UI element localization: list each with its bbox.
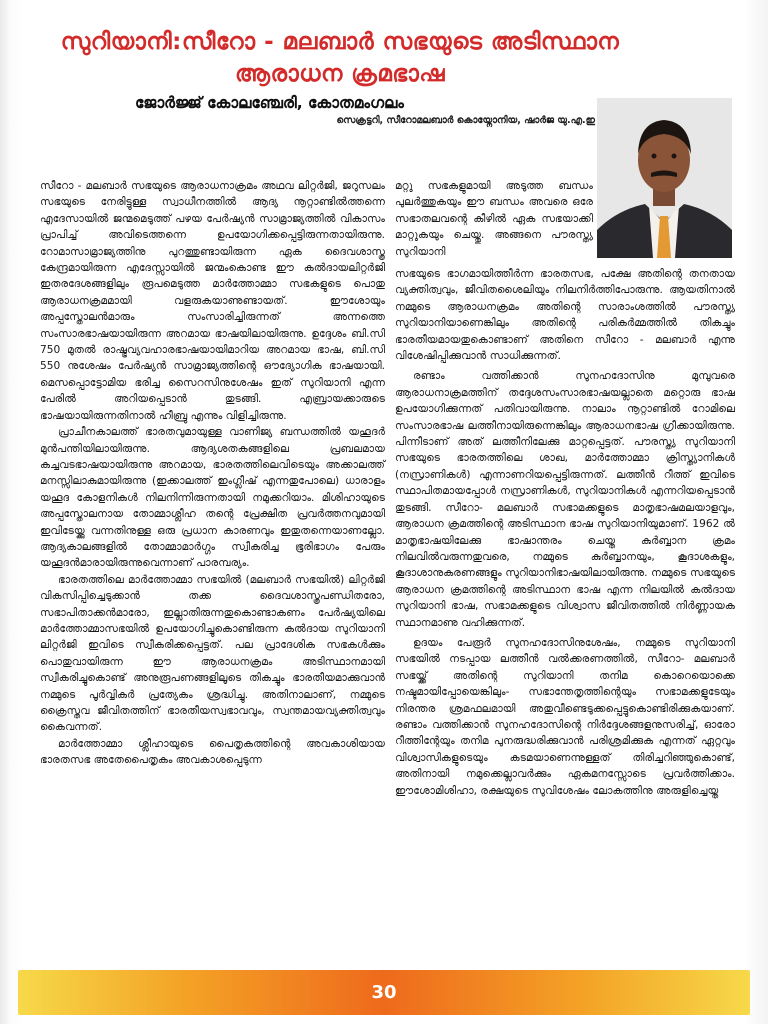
paragraph: ഉദയം പേരൂർ സുനഹദോസിനുശേഷം, നമ്മുടെ സുറിയാനി സഭയിൽ നടപ്പായ ലത്തീൻ വൽക്കരണത്തിൽ, സീറോ- മലബാർ സഭയ്ക്ക് അതിന്റെ സുറിയാനി തനിമ കൊറെയൊക്കെ നഷ്ടമായിപ്പോയെങ്കിലും- സഭാന്തേതൃത്തിന്റെയും സഭാമക്കളുടേയും നിരന്തര ശ്രമഫലമായി അതുവീണ്ടെടുക്കപ്പെട്ടുകൊണ്ടിരിക്കുകയാണ്. രണ്ടാം വത്തിക്കാൻ സുനഹദോസിന്റെ നിർദ്ദേശങ്ങളനുസരിച്ച്, ഓരോ റീത്തിന്റേയും തനിമ പുനരുദ്ധരിക്കുവാൻ പരിശ്രമിക്കുക എന്നത് ഏറ്റവും വിശ്വാസികളുടെയും കടമയാണെന്നുള്ളത് തിരിച്ചറിഞ്ഞുകൊണ്ട്, അതിനായി നമുക്കെല്ലാവർക്കും ഏകമനസ്സോടെ പ്രവർത്തിക്കാം. ഈശോമിശിഹാ, രക്ഷയുടെ സുവിശേഷം ലോകത്തിനു അരുളിച്ചെയ്ത — [395, 636, 735, 797]
article-body-middle-column — [395, 178, 593, 260]
page-number: 30 — [371, 982, 397, 1003]
author-photo — [597, 98, 732, 258]
author-portrait-image — [597, 98, 732, 258]
paragraph: സഭയുടെ ഭാഗമായിത്തീർന്ന ഭാരതസഭ, പക്ഷേ അതിന്റെ തനതായ വ്യക്തിത്വവും, ജീവിതശൈലിയും നിലനിർത്തിപോരുന്നു. ആയതിനാൽ നമ്മുടെ ആരാധനക്രമം അതിന്റെ സാരാംശത്തിൽ പൗരസ്ത്യ സുറിയാനിയാണെങ്കിലും അതിന്റെ പരികർമ്മത്തിൽ തികച്ചും ഭാരതീയമായതുകൊണ്ടാണ് അതിനെ സീറോ - മലബാർ എന്നു വിശേഷിപ്പിക്കുവാൻ സാധിക്കുന്നത്. — [395, 268, 735, 363]
paragraph: ഭാരതത്തിലെ മാർത്തോമ്മാ സഭയിൽ (മലബാർ സഭയിൽ) ലിറ്റർജി വികസിപ്പിച്ചെടുക്കാൻ തക്ക ദൈവശാസ്ത്രപണ്ഡിതരോ, സഭാപിതാക്കൻമാരോ, ഇല്ലാതിരുന്നതുകൊണ്ടാകണം പേർഷ്യയിലെ മാർത്തോമ്മാസഭയിൽ ഉപയോഗിച്ചുകൊണ്ടിരുന്ന കൽദായ സുറിയാനി ലിറ്റർജി ഇവിടെ സ്വീകരിക്കപ്പെട്ടത്. പല പ്രാദേശിക സഭകൾക്കും പൊതുവായിരുന്ന ഈ ആരാധനക്രമം അടിസ്ഥാനമായി സ്വീകരിച്ചുകൊണ്ട് അനുരൂപണങ്ങളിലൂടെ തികച്ചും ഭാരതീയമാക്കുവാൻ നമ്മുടെ പൂർവ്വികർ പ്രത്യേകം ശ്രദ്ധിച്ചു. അതിനാലാണ്, നമ്മുടെ ക്രൈസ്തവ ജീവിതത്തിന് ഭാരതീയസ്വഭാവവും, സ്വന്തമായവ്യക്തിത്വവും കൈവന്നത്. — [40, 573, 385, 734]
article-body-right-column — [395, 262, 735, 799]
article-title: സുറിയാനി:സീറോ - മലബാർ സഭയുടെ അടിസ്ഥാന ആരാധന ക്രമഭാഷ — [60, 29, 620, 87]
author-name: ജോർജ്ജ് കോലഞ്ചേരി, കോതമംഗലം — [135, 94, 404, 112]
paragraph: രണ്ടാം വത്തിക്കാൻ സുനഹദോസിനു മുമ്പുവരെ ആരാധനാക്രമത്തിന് തദ്ദേശസംസാരഭാഷയല്ലാതെ മറ്റൊരു ഭാഷ ഉപയോഗിക്കുന്നത് പതിവായിരുന്നു. നാലാം നൂറ്റാണ്ടിൽ റോമിലെ സംസാരഭാഷ ലത്തീനായിരുന്നെങ്കിലും ആരാധനഭാഷ ഗ്രീക്കായിരുന്നു. പിന്നീടാണ് അത് ലത്തീനിലേക്കു മാറ്റപ്പെട്ടത്. പൗരസ്ത്യ സുറിയാനി സഭയുടെ ഭാരതത്തിലെ ശാഖ, മാർത്തോമ്മാ ക്രിസ്ത്യാനികൾ (നസ്രാണികൾ) എന്നാണറിയപ്പെട്ടിരുന്നത്. ലത്തീൻ റീത്ത് ഇവിടെ സ്ഥാപിതമായപ്പോൾ നസ്രാണികൾ, സുറിയാനികൾ എന്നറിയപ്പെടാൻ തുടങ്ങി. സീറോ- മലബാർ സഭാമക്കളുടെ മാതൃഭാഷമലയാളവും, ആരാധന ക്രമത്തിന്റെ അടിസ്ഥാന ഭാഷ സുറിയാനിയുമാണ്. 1962 ൽ മാതൃഭാഷയിലേക്കു ഭാഷാന്തരം ചെയ്ത കുർബ്ബാന ക്രമം നിലവിൽവരുന്നതുവരെ, നമ്മുടെ കുർബ്ബാനയും, കൂദാശകളും, കൂദാശാനുകരണങ്ങളും സുറിയാനിഭാഷയിലായിരുന്നു. നമ്മുടെ സഭയുടെ ആരാധന ക്രമത്തിന്റെ അടിസ്ഥാന ഭാഷ എന്ന നിലയിൽ കൽദായ സുറിയാനി ഭാഷ, സഭാമക്കളുടെ വിശ്വാസ ജീവിതത്തിൽ നിർണ്ണായക സ്ഥാനമാണു വഹിക്കുന്നത്. — [395, 370, 735, 629]
article-body-left-column — [40, 178, 385, 769]
paragraph: പ്രാചീനകാലത്ത് ഭാരതവുമായുള്ള വാണിജ്യ ബന്ധത്തിൽ യഹൂദർ മുൻപന്തിയിലായിരുന്നു. ആദ്യശതകങ്ങളിലെ പ്രബലമായ കച്ചവടഭാഷയായിരുന്നു അറമായ, ഭാരതത്തിലെവിടെയും അക്കാലത്ത് മനസ്സിലാകുമായിരുന്നു (ഇക്കാലത്ത് ഇംഗ്ലീഷ് എന്നതുപോലെ) ധാരാളം യഹൂദ കോളനികൾ നിലനിന്നിരുന്നതായി നമുക്കറിയാം. മിശിഹായുടെ അപ്പസ്തോലനായ തോമ്മാശ്ലീഹ തന്റെ പ്രേക്ഷിത പ്രവർത്തനവുമായി ഇവിടേയ്ക്കു വന്നതിനുള്ള ഒരു പ്രധാന കാരണവും ഇതുതന്നെയാണല്ലോ. ആദ്യകാലങ്ങളിൽ തോമ്മാമാർഗ്ഗം സ്വീകരിച്ച ഭൂരിഭാഗം പേരും യഹൂദൻമാരായിരുന്നുവെന്നാണ് പാരമ്പര്യം. — [40, 426, 385, 570]
paragraph: മറ്റു സഭകളുമായി അടുത്ത ബന്ധം പുലർത്തുകയും ഈ ബന്ധം അവരെ ഒരേ സഭാതലവന്റെ കീഴിൽ ഏക സഭയാക്കി മാറ്റുകയും ചെയ്തു. അങ്ങനെ പൗരസ്ത്യ സുറിയാനി — [395, 180, 593, 258]
author-affiliation: സെക്രട്ടറി, സീറോമലബാർ കൊയ്നോനിയ, ഷാർജ യു.എ.ഇ — [336, 115, 595, 126]
paragraph: സീറോ - മലബാർ സഭയുടെ ആരാധനാക്രമം അഥവ ലിറ്റർജി, ജറുസലം സഭയുടെ നേരിട്ടുള്ള സ്വാധീനത്തിൽ ആദ്യ നൂറ്റാണ്ടിൽത്തന്നെ എദേസായിൽ ജന്മമെടുത്ത് പഴയ പേർഷ്യൻ സാമ്രാജ്യത്തിൽ വികാസം പ്രാപിച്ച് അവിടെത്തന്നെ ഉപയോഗിക്കപ്പെട്ടിരുന്നതായിരുന്നു. റോമാസാമ്രാജ്യത്തിനു പുറത്തുണ്ടായിരുന്ന ഏക ദൈവശാസ്ത്ര കേന്ദ്രമായിരുന്ന എദേസ്സായിൽ ജന്മംകൊണ്ട ഈ കൽദായലിറ്റർജി ഇതരദേശങ്ങളിലും രൂപമെടുത്ത മാർത്തോമ്മാ സഭകളുടെ പൊതു ആരാധനക്രമമായി വളരുകയാണുണ്ടായത്. ഈശോയും അപ്പസ്തോലൻമാരും സംസാരിച്ചിരുന്നത് അന്നത്തെ സംസാരഭാഷയായിരുന്ന അറമായ ഭാഷയിലായിരുന്നു. ഉദ്ദേശം ബി.സി 750 മുതൽ രാഷ്ട്രവ്യവഹാരഭാഷയായിമാറിയ അറമായ ഭാഷ, ബി.സി 550 നുശേഷം പേർഷ്യൻ സാമ്രാജ്യത്തിന്റെ ഔദ്യോഗിക ഭാഷയായി. മെസപ്പൊട്ടോമിയ ഭരിച്ച സൈറസിനുശേഷം ഇത് സുറിയാനി എന്ന പേരിൽ അറിയപ്പെടാൻ തുടങ്ങി. എബ്രായക്കാരുടെ ഭാഷയായിരുന്നതിനാൽ ഹീബ്രു എന്നും വിളിച്ചിരുന്നു. — [40, 180, 385, 422]
paragraph: മാർത്തോമ്മാ ശ്ലീഹായുടെ പൈതൃകത്തിന്റെ അവകാശിയായ ഭാരതസഭ അതേപൈതൃകം അവകാശപ്പെടുന്ന — [40, 737, 385, 767]
